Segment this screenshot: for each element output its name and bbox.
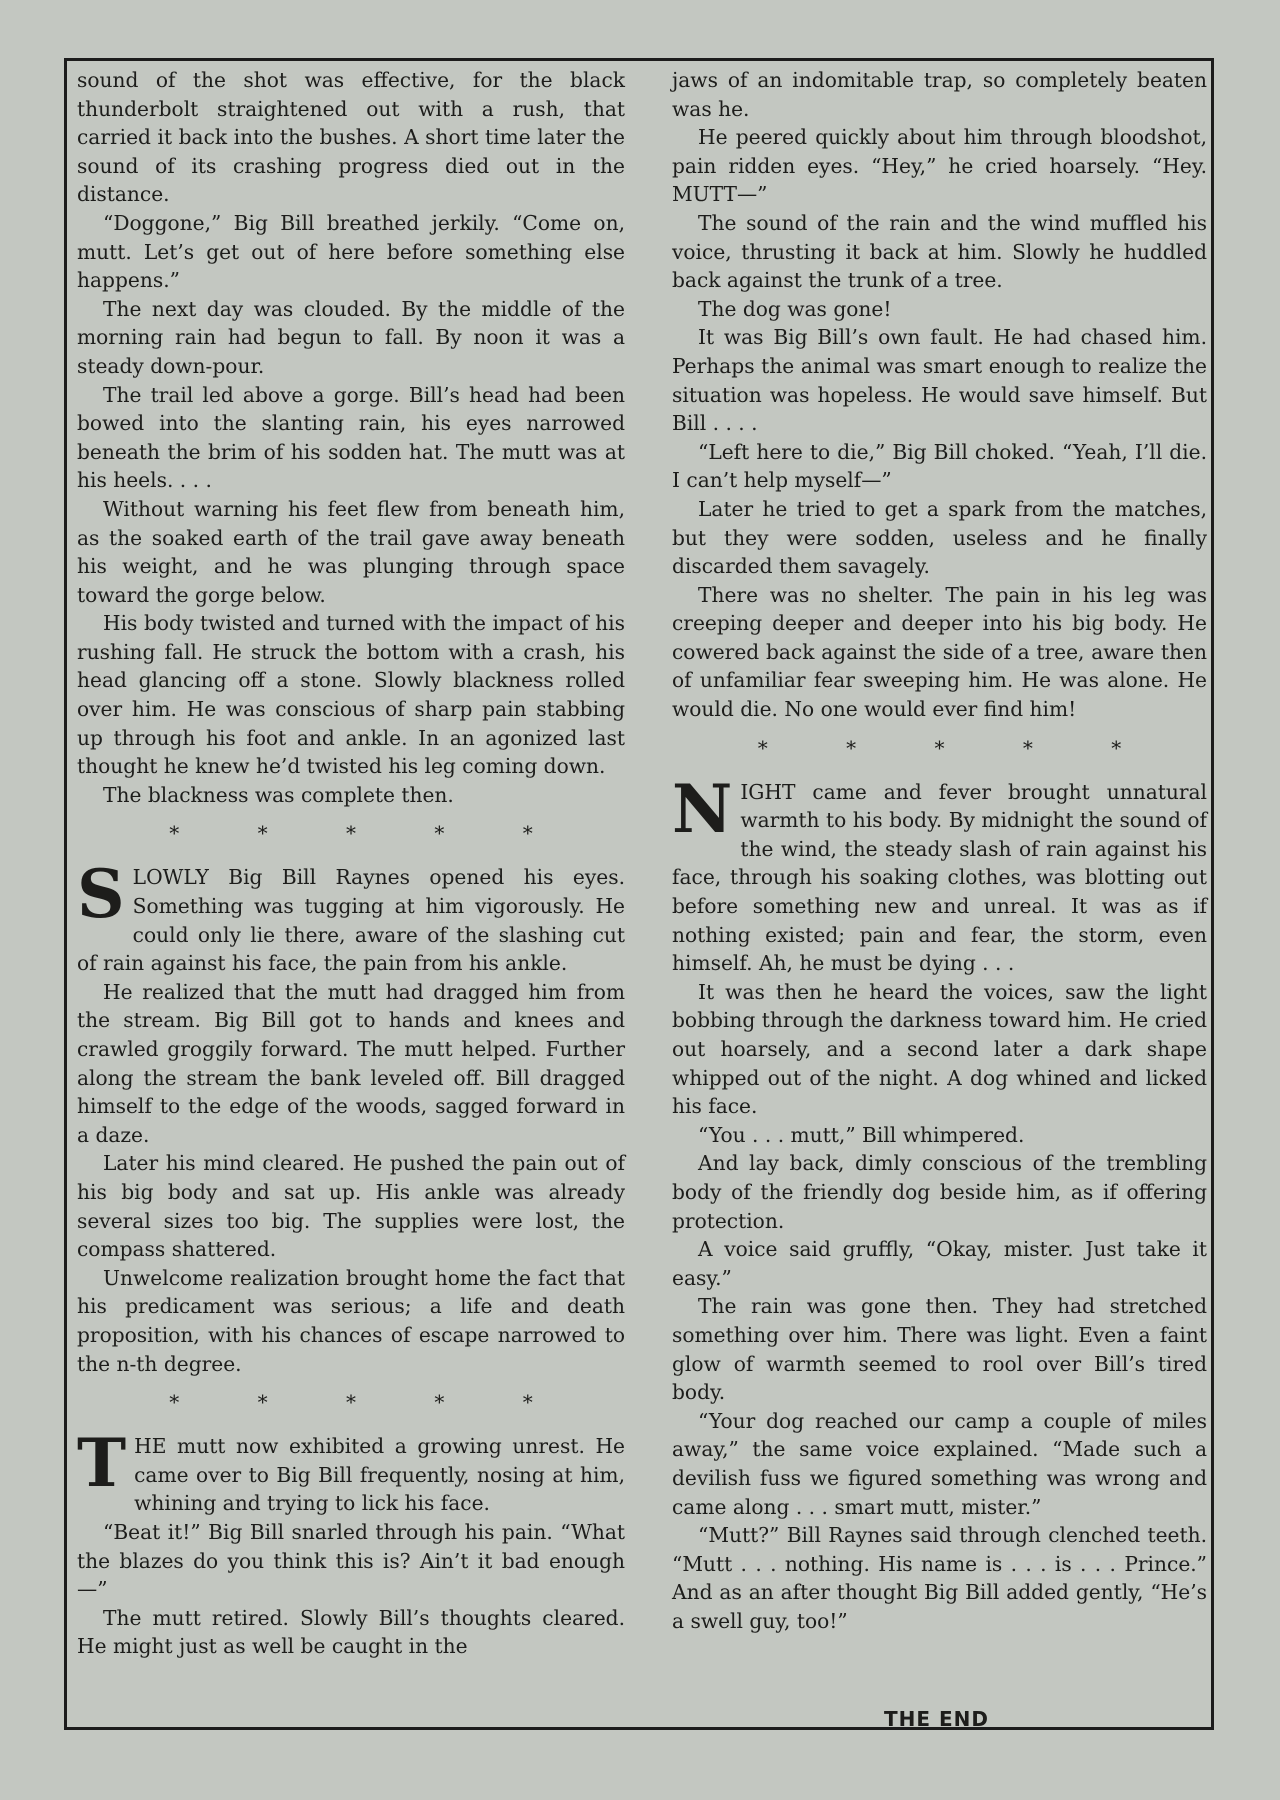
section-divider-stars: * * * * * <box>169 1390 569 1415</box>
paragraph: He peered quickly about him through bloodshot, pain ridden eyes. “Hey,” he cried hoarsely. “Hey. MUTT—” <box>672 125 1207 207</box>
paragraph: The blackness was complete then. <box>103 782 454 807</box>
paragraph: The mutt retired. Slowly Bill’s thoughts cleared. He might just as well be caught in the <box>77 1605 625 1659</box>
paragraph: The next day was clouded. By the middle of the morning rain had begun to fall. By noon it was a steady down-pour. <box>77 296 625 378</box>
paragraph: Without warning his feet flew from beneath him, as the soaked earth of the trail gave away beneath his weight, and he was plunging through space toward the gorge below. <box>77 496 625 607</box>
paragraph-text: IGHT came and fever brought unnatural warmth to his body. By midnight the sound of the wind, the steady slash of rain against his face, through his soaking clothes, was blotting out before something new and unreal. It was as if nothing existed; pain and fear, the storm, even himself. Ah, he must be dying . . . <box>672 779 1207 976</box>
section-divider-stars: * * * * * <box>169 821 569 846</box>
paragraph: “Your dog reached our camp a couple of miles away,” the same voice explained. “Made such a devilish fuss we figured something was wrong and came along . . . smart mutt, mister.” <box>672 1408 1207 1519</box>
paragraph: And lay back, dimly conscious of the trembling body of the friendly dog beside him, as if offering protection. <box>672 1151 1207 1233</box>
paragraph-text: HE mutt now exhibited a growing unrest. He came over to Big Bill frequently, nosing at him, whining and trying to lick his face. <box>134 1434 625 1516</box>
left-column <box>77 66 625 1661</box>
paragraph: jaws of an indomitable trap, so completely beaten was he. <box>672 68 1207 121</box>
paragraph: It was then he heard the voices, saw the light bobbing through the darkness toward him. He cried out hoarsely, and a second later a dark shape whipped out of the night. A dog whined and licked his face. <box>672 979 1207 1119</box>
paragraph: The trail led above a gorge. Bill’s head had been bowed into the slanting rain, his eyes narrowed beneath the brim of his sodden hat. The mutt was at his heels. . . . <box>77 382 625 493</box>
drop-cap: N <box>672 769 733 848</box>
drop-cap: T <box>77 1424 127 1503</box>
paragraph: There was no shelter. The pain in his leg was creeping deeper and deeper into his big body. He cowered back against the side of a tree, aware then of unfamiliar fear sweeping him. He was alone. He would die. No one would ever find him! <box>672 582 1207 722</box>
paragraph: “Mutt?” Bill Raynes said through clenched teeth. “Mutt . . . nothing. His name is . . . is . . . Prince.” And as an after thought Big Bill added gently, “He’s a swell guy, too!” <box>672 1523 1207 1633</box>
paragraph: Later his mind cleared. He pushed the pain out of his big body and sat up. His ankle was already several sizes too big. The supplies were lost, the compass shattered. <box>77 1151 625 1262</box>
paragraph: A voice said gruffly, “Okay, mister. Just take it easy.” <box>672 1237 1207 1290</box>
section-opening-paragraph <box>77 855 625 977</box>
right-column <box>672 66 1207 1635</box>
section-opening-paragraph <box>672 769 1207 978</box>
paragraph: He realized that the mutt had dragged him from the stream. Big Bill got to hands and knees and crawled groggily forward. The mutt helped. Further along the stream the bank leveled off. Bill dragged himself to the edge of the woods, sagged forward in a daze. <box>77 979 625 1147</box>
paragraph: Later he tried to get a spark from the matches, but they were sodden, useless and he finally discarded them savagely. <box>672 496 1207 579</box>
paragraph: His body twisted and turned with the impact of his rushing fall. He struck the bottom with a crash, his head glancing off a stone. Slowly blackness rolled over him. He was conscious of sharp pain stabbing up through his foot and ankle. In an agonized last thought he knew he’d twisted his leg coming down. <box>77 611 625 779</box>
drop-cap: S <box>77 855 125 934</box>
paragraph: “You . . . mutt,” Bill whimpered. <box>698 1122 1025 1147</box>
paragraph: The sound of the rain and the wind muffled his voice, thrusting it back at him. Slowly he huddled back against the trunk of a tree. <box>672 210 1207 293</box>
paragraph: The dog was gone! <box>698 296 892 321</box>
the-end-label: THE END <box>884 1707 990 1731</box>
paragraph: It was Big Bill’s own fault. He had chased him. Perhaps the animal was smart enough to realize the situation was hopeless. He would save himself. But Bill . . . . <box>672 325 1207 436</box>
paragraph-text: LOWLY Big Bill Raynes opened his eyes. Something was tugging at him vigorously. He could only lie there, aware of the slashing cut of rain against his face, the pain from his ankle. <box>77 865 625 976</box>
section-opening-paragraph <box>77 1424 625 1518</box>
paragraph: The rain was gone then. They had stretched something over him. There was light. Even a faint glow of warmth seemed to rool over Bill’s tired body. <box>672 1294 1207 1405</box>
paragraph: “Beat it!” Big Bill snarled through his pain. “What the blazes do you think this is? Ain’t it bad enough—” <box>77 1519 625 1602</box>
section-divider-stars: * * * * * <box>757 735 1158 760</box>
paragraph: “Doggone,” Big Bill breathed jerkily. “Come on, mutt. Let’s get out of here before something else happens.” <box>77 210 625 293</box>
paragraph: “Left here to die,” Big Bill choked. “Yeah, I’ll die. I can’t help myself—” <box>672 439 1207 493</box>
paragraph: sound of the shot was effective, for the black thunderbolt straightened out with a rush, that carried it back into the bushes. A short time later the sound of its crashing progress died out in the distance. <box>77 68 625 207</box>
paragraph: Unwelcome realization brought home the fact that his predicament was serious; a life and death proposition, with his chances of escape narrowed to the n-th degree. <box>77 1265 625 1376</box>
